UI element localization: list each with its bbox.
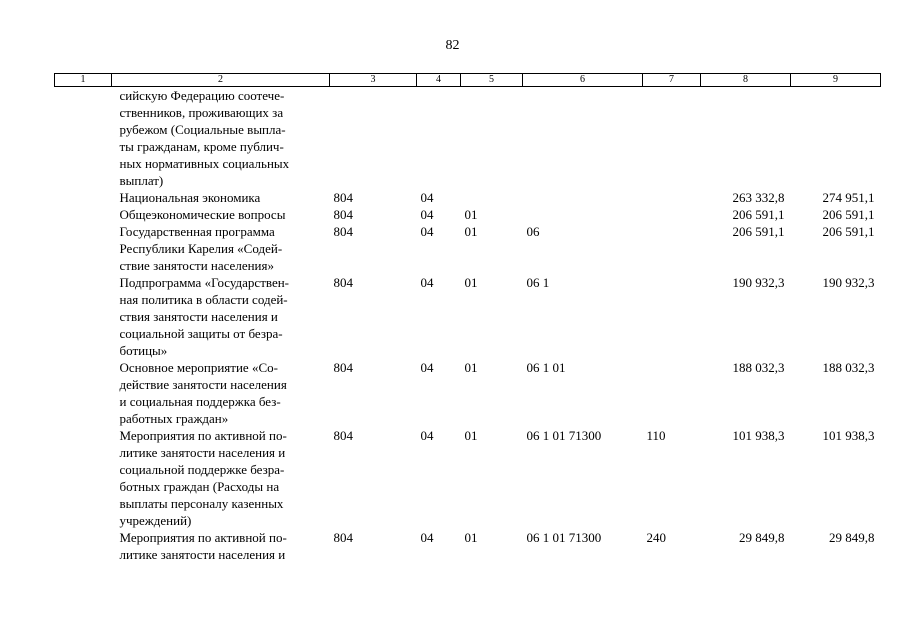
table-row: [55, 206, 881, 223]
table-row: [55, 223, 881, 274]
expense-type-cell: 240: [646, 530, 666, 545]
subsection-code-cell: 01: [464, 428, 478, 443]
item-name-line: ты гражданам, кроме публич-: [119, 139, 284, 154]
item-name-line: ствие занятости населения»: [119, 258, 274, 273]
row-number-cell: [55, 223, 112, 274]
row-number-cell: [55, 427, 112, 529]
table-row: [55, 359, 881, 427]
section-code-cell: 04: [420, 530, 434, 545]
ministry-code-cell: [330, 87, 417, 190]
section-code-cell: 04: [420, 275, 434, 290]
amount-year2-cell: 188 032,3: [822, 360, 875, 375]
item-name-line: Республики Карелия «Содей-: [119, 241, 283, 256]
item-name-line: социальной защиты от безра-: [119, 326, 283, 341]
item-name-cell: [112, 223, 330, 274]
column-header-1: 1: [55, 74, 112, 87]
table-row: [55, 427, 881, 529]
subsection-code-cell: [461, 87, 523, 190]
row-number-cell: [55, 189, 112, 206]
amount-year2-cell: 274 951,1: [822, 190, 875, 205]
table-body: [55, 87, 881, 564]
subsection-code-cell: [461, 189, 523, 206]
ministry-code-cell: 804: [333, 360, 353, 375]
item-name-line: Общеэкономические вопросы: [119, 207, 286, 222]
item-name-line: сийскую Федерацию соотече-: [119, 88, 285, 103]
expense-type-cell: [643, 359, 701, 427]
item-name-line: Подпрограмма «Государствен-: [119, 275, 290, 290]
table-row: [55, 87, 881, 190]
row-number-cell: [55, 529, 112, 563]
item-name-cell: [112, 189, 330, 206]
column-header-6: 6: [523, 74, 643, 87]
item-name-line: учреждений): [119, 513, 192, 528]
expense-type-cell: [643, 189, 701, 206]
table-row: [55, 529, 881, 563]
budget-table: [54, 73, 881, 563]
item-name-line: ных нормативных социальных: [119, 156, 290, 171]
amount-year1-cell: 188 032,3: [732, 360, 785, 375]
expense-type-cell: [643, 87, 701, 190]
item-name-line: ботных граждан (Расходы на: [119, 479, 280, 494]
amount-year1-cell: [701, 87, 791, 190]
item-name-line: Мероприятия по активной по-: [119, 428, 287, 443]
target-article-cell: [523, 189, 643, 206]
section-code-cell: 04: [420, 224, 434, 239]
item-name-line: выплаты персоналу казенных: [119, 496, 284, 511]
table-row: [55, 274, 881, 359]
column-header-9: 9: [791, 74, 881, 87]
expense-type-cell: [643, 274, 701, 359]
item-name-cell: [112, 427, 330, 529]
subsection-code-cell: 01: [464, 530, 478, 545]
amount-year2-cell: 29 849,8: [829, 530, 875, 545]
target-article-cell: [523, 87, 643, 190]
item-name-line: литике занятости населения и: [119, 547, 286, 562]
page-number: 82: [445, 38, 460, 53]
ministry-code-cell: 804: [333, 530, 353, 545]
ministry-code-cell: 804: [333, 207, 353, 222]
column-header-4: 4: [417, 74, 461, 87]
amount-year2-cell: 101 938,3: [822, 428, 875, 443]
item-name-line: литике занятости населения и: [119, 445, 286, 460]
item-name-cell: [112, 529, 330, 563]
amount-year2-cell: 206 591,1: [822, 207, 875, 222]
amount-year1-cell: 263 332,8: [732, 190, 785, 205]
item-name-line: ственников, проживающих за: [119, 105, 284, 120]
item-name-line: выплат): [119, 173, 164, 188]
row-number-cell: [55, 87, 112, 190]
ministry-code-cell: 804: [333, 224, 353, 239]
item-name-cell: [112, 359, 330, 427]
column-header-5: 5: [461, 74, 523, 87]
subsection-code-cell: 01: [464, 360, 478, 375]
item-name-cell: [112, 206, 330, 223]
section-code-cell: 04: [420, 428, 434, 443]
item-name-line: Мероприятия по активной по-: [119, 530, 287, 545]
row-number-cell: [55, 206, 112, 223]
section-code-cell: 04: [420, 360, 434, 375]
item-name-line: Основное мероприятие «Со-: [119, 360, 278, 375]
item-name-line: ботицы»: [119, 343, 168, 358]
item-name-line: действие занятости населения: [119, 377, 287, 392]
item-name-line: ная политика в области содей-: [119, 292, 288, 307]
amount-year2-cell: 206 591,1: [822, 224, 875, 239]
item-name-line: ствия занятости населения и: [119, 309, 278, 324]
section-code-cell: 04: [420, 207, 434, 222]
amount-year1-cell: 101 938,3: [732, 428, 785, 443]
amount-year1-cell: 190 932,3: [732, 275, 785, 290]
target-article-cell: 06 1 01 71300: [526, 530, 602, 545]
target-article-cell: 06 1 01: [526, 360, 566, 375]
row-number-cell: [55, 359, 112, 427]
ministry-code-cell: 804: [333, 190, 353, 205]
ministry-code-cell: 804: [333, 275, 353, 290]
section-code-cell: 04: [420, 190, 434, 205]
amount-year1-cell: 206 591,1: [732, 207, 785, 222]
ministry-code-cell: 804: [333, 428, 353, 443]
item-name-line: работных граждан»: [119, 411, 229, 426]
amount-year2-cell: 190 932,3: [822, 275, 875, 290]
subsection-code-cell: 01: [464, 207, 478, 222]
amount-year1-cell: 206 591,1: [732, 224, 785, 239]
item-name-cell: [112, 87, 330, 190]
table-row: [55, 189, 881, 206]
target-article-cell: 06 1: [526, 275, 550, 290]
amount-year1-cell: 29 849,8: [739, 530, 785, 545]
item-name-line: и социальная поддержка без-: [119, 394, 281, 409]
target-article-cell: 06 1 01 71300: [526, 428, 602, 443]
item-name-line: социальной поддержке безра-: [119, 462, 285, 477]
section-code-cell: [417, 87, 461, 190]
item-name-cell: [112, 274, 330, 359]
column-header-2: 2: [112, 74, 330, 87]
subsection-code-cell: 01: [464, 275, 478, 290]
target-article-cell: [523, 206, 643, 223]
item-name-line: рубежом (Социальные выпла-: [119, 122, 286, 137]
row-number-cell: [55, 274, 112, 359]
item-name-line: Государственная программа: [119, 224, 275, 239]
column-header-3: 3: [330, 74, 417, 87]
column-header-8: 8: [701, 74, 791, 87]
table-header: [55, 74, 881, 87]
subsection-code-cell: 01: [464, 224, 478, 239]
item-name-line: Национальная экономика: [119, 190, 261, 205]
expense-type-cell: [643, 223, 701, 274]
expense-type-cell: 110: [646, 428, 666, 443]
target-article-cell: 06: [526, 224, 540, 239]
column-header-7: 7: [643, 74, 701, 87]
amount-year2-cell: [791, 87, 881, 190]
expense-type-cell: [643, 206, 701, 223]
